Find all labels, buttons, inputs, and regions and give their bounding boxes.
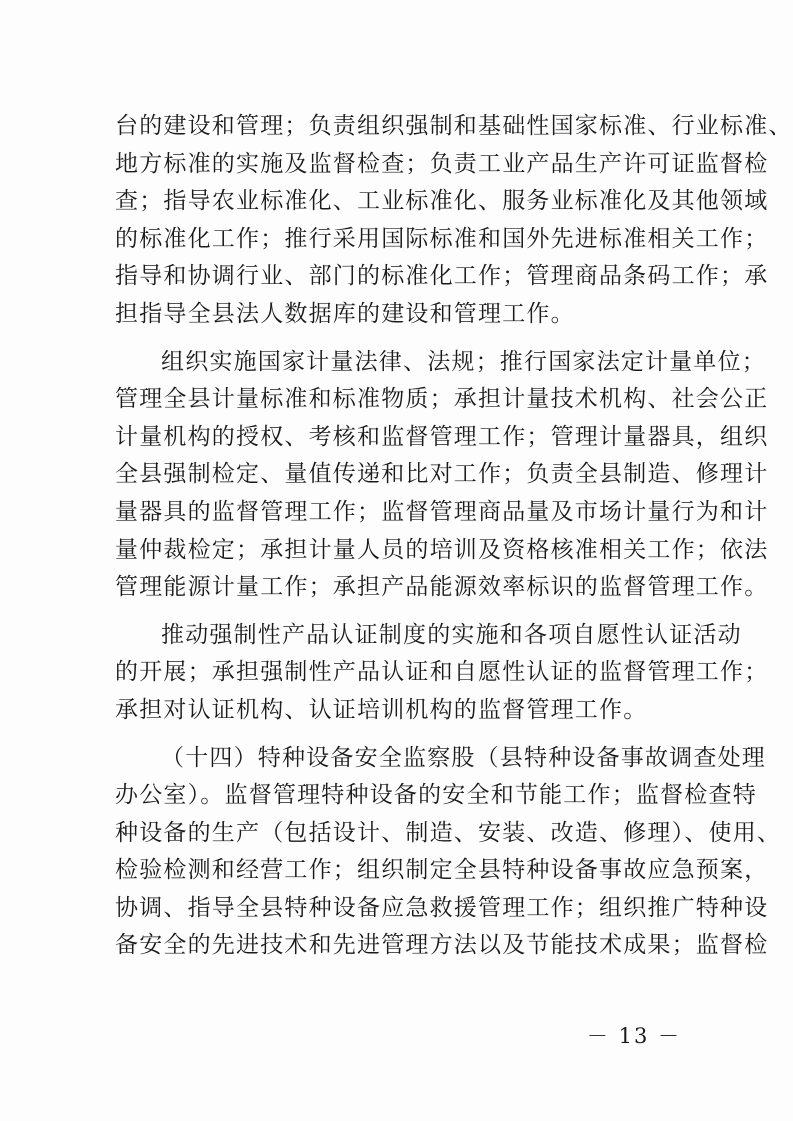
text-line: 量仲裁检定；承担计量人员的培训及资格核准相关工作；依法 xyxy=(115,536,769,563)
text-line: （十四）特种设备安全监察股（县特种设备事故调查处理 xyxy=(161,744,766,771)
text-line: 办公室）。监督管理特种设备的安全和节能工作；监督检查特 xyxy=(115,782,757,809)
text-line: 量器具的监督管理工作；监督管理商品量及市场计量行为和计 xyxy=(115,498,769,525)
paragraph-certification xyxy=(115,617,769,730)
paragraph-metrology xyxy=(115,344,769,607)
text-line: 全县强制检定、量值传递和比对工作；负责全县制造、修理计 xyxy=(115,461,769,488)
text-line: 地方标准的实施及监督检查；负责工业产品生产许可证监督检 xyxy=(115,150,769,177)
text-line: 检验检测和经营工作；组织制定全县特种设备事故应急预案， xyxy=(115,857,769,884)
body-text xyxy=(115,108,793,965)
paragraph-special-equipment xyxy=(115,740,782,966)
text-line: 的标准化工作；推行采用国际标准和国外先进标准相关工作； xyxy=(115,225,769,252)
text-line: 备安全的先进技术和先进管理方法以及节能技术成果；监督检 xyxy=(115,932,769,959)
text-line: 承担对认证机构、认证培训机构的监督管理工作。 xyxy=(115,696,648,723)
text-line: 担指导全县法人数据库的建设和管理工作。 xyxy=(115,300,575,327)
page-number: － 13 － xyxy=(586,1024,681,1048)
text-line: 管理能源计量工作；承担产品能源效率标识的监督管理工作。 xyxy=(115,574,769,601)
text-line: 台的建设和管理；负责组织强制和基础性国家标准、行业标准、 xyxy=(115,113,793,139)
paragraph-standards xyxy=(115,108,793,334)
text-line: 的开展；承担强制性产品认证和自愿性认证的监督管理工作； xyxy=(115,659,769,686)
text-line: 协调、指导全县特种设备应急救援管理工作；组织推广特种设 xyxy=(115,894,769,921)
text-line: 指导和协调行业、部门的标准化工作；管理商品条码工作；承 xyxy=(115,263,769,290)
text-line: 组织实施国家计量法律、法规；推行国家法定计量单位； xyxy=(161,348,766,375)
text-line: 推动强制性产品认证制度的实施和各项自愿性认证活动 xyxy=(161,621,742,648)
text-line: 管理全县计量标准和标准物质；承担计量技术机构、社会公正 xyxy=(115,386,769,413)
text-line: 种设备的生产（包括设计、制造、安装、改造、修理）、使用、 xyxy=(115,819,782,846)
text-line: 计量机构的授权、考核和监督管理工作；管理计量器具，组织 xyxy=(115,423,769,450)
text-line: 查；指导农业标准化、工业标准化、服务业标准化及其他领域 xyxy=(115,188,769,215)
